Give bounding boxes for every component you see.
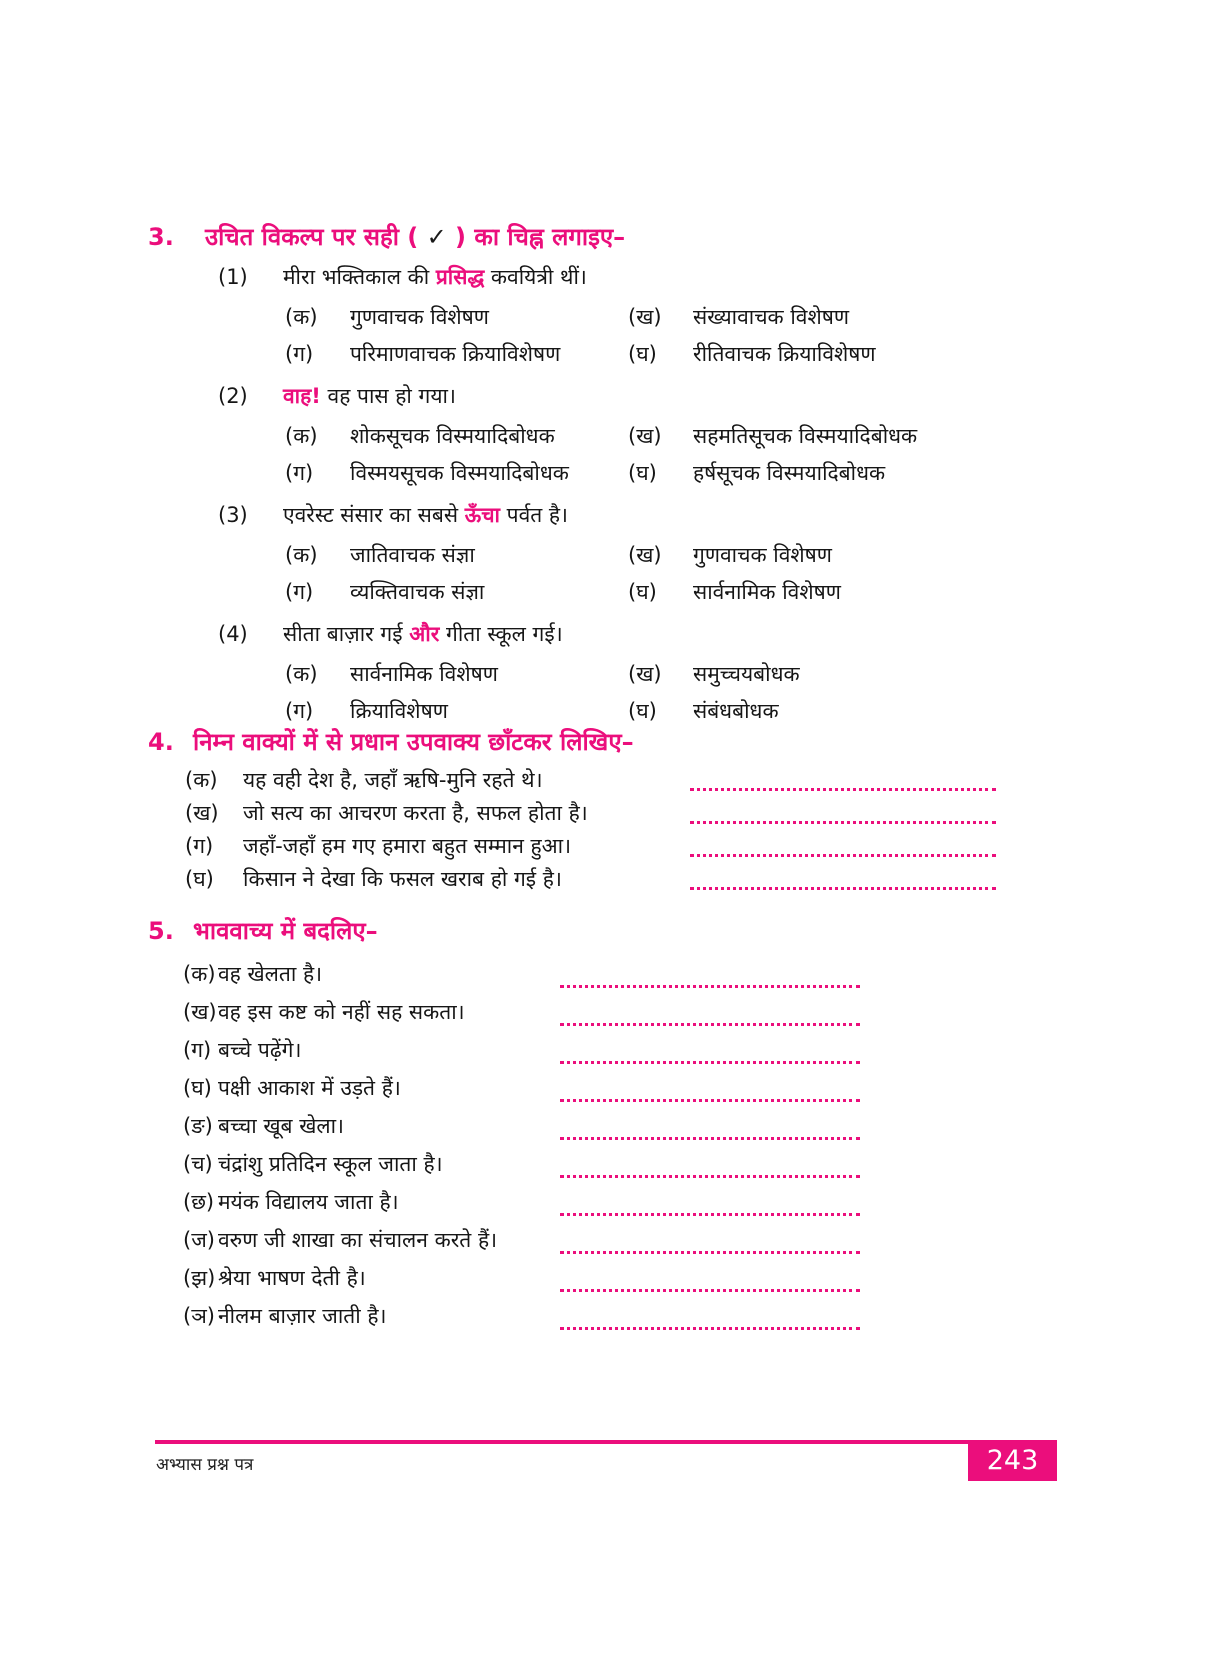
question-4-line	[218, 619, 1108, 660]
item-text: श्रेया भाषण देती है।	[218, 1266, 366, 1290]
option-label: (ख)	[628, 424, 662, 448]
item-label: (ख)	[183, 1000, 217, 1024]
section-5-heading	[148, 916, 1108, 960]
option-text: सहमतिसूचक विस्मयादिबोधक	[693, 424, 918, 448]
item-text: जहाँ-जहाँ हम गए हमारा बहुत सम्मान हुआ।	[243, 834, 572, 858]
option-label: (ग)	[285, 342, 314, 366]
section-5-item-3	[148, 1036, 1108, 1074]
option-label: (क)	[285, 662, 318, 686]
section-3-title-pre: उचित विकल्प पर सही (	[205, 223, 427, 251]
section-4-item-3	[148, 832, 1108, 865]
section-5-item-9	[148, 1264, 1108, 1302]
page-number-badge	[968, 1440, 1057, 1481]
answer-blank	[690, 887, 996, 890]
option-label: (घ)	[628, 461, 657, 485]
question-2-highlight: वाह!	[283, 384, 321, 408]
option-text: समुच्चयबोधक	[693, 662, 800, 686]
item-label: (ग)	[183, 1038, 212, 1062]
checkmark-glyph: ✓	[426, 223, 447, 251]
option-text: रीतिवाचक क्रियाविशेषण	[693, 342, 876, 366]
question-3-text	[283, 500, 568, 541]
option-label: (घ)	[628, 342, 657, 366]
question-1-options-row-1	[148, 303, 1108, 340]
answer-blank	[560, 985, 860, 988]
question-2-text	[283, 381, 456, 422]
item-label: (ग)	[185, 834, 214, 858]
question-3-post: पर्वत है।	[499, 503, 569, 527]
answer-blank	[560, 1023, 860, 1026]
section-4-item-1	[148, 766, 1108, 799]
item-label: (झ)	[183, 1266, 216, 1290]
item-text: चंद्रांशु प्रतिदिन स्कूल जाता है।	[218, 1152, 443, 1176]
answer-blank	[560, 1213, 860, 1216]
item-text: वह इस कष्ट को नहीं सह सकता।	[218, 1000, 465, 1024]
item-text: बच्चा खूब खेला।	[218, 1114, 345, 1138]
question-1-options-row-2	[148, 340, 1108, 377]
option-text: संख्यावाचक विशेषण	[693, 305, 850, 329]
section-4	[148, 727, 1108, 898]
section-4-item-4	[148, 865, 1108, 898]
question-block-3	[148, 500, 1108, 615]
question-1-line	[218, 262, 1108, 303]
option-text: विस्मयसूचक विस्मयादिबोधक	[350, 461, 569, 485]
option-text: शोकसूचक विस्मयादिबोधक	[350, 424, 555, 448]
item-label: (ञ)	[183, 1304, 215, 1328]
answer-blank	[560, 1175, 860, 1178]
option-text: गुणवाचक विशेषण	[350, 305, 489, 329]
item-label: (क)	[185, 768, 218, 792]
option-label: (क)	[285, 305, 318, 329]
question-3-pre: एवरेस्ट संसार का सबसे	[283, 503, 465, 527]
section-3-title	[205, 222, 625, 252]
section-5-item-4	[148, 1074, 1108, 1112]
question-1-pre: मीरा भक्तिकाल की	[283, 265, 436, 289]
question-4-options-row-1	[148, 660, 1108, 697]
section-4-title: निम्न वाक्यों में से प्रधान उपवाक्य छाँटकर लिखिए–	[193, 728, 634, 756]
footer-divider	[155, 1440, 968, 1444]
question-3-line	[218, 500, 1108, 541]
answer-blank	[690, 821, 996, 824]
item-label: (ङ)	[183, 1114, 213, 1138]
option-text: परिमाणवाचक क्रियाविशेषण	[350, 342, 561, 366]
question-2-options-row-1	[148, 422, 1108, 459]
option-label: (ख)	[628, 543, 662, 567]
page-number: 243	[986, 1445, 1039, 1476]
item-label: (क)	[183, 962, 216, 986]
item-label: (च)	[183, 1152, 213, 1176]
option-label: (क)	[285, 543, 318, 567]
item-text: बच्चे पढ़ेंगे।	[218, 1038, 302, 1062]
question-3-number: (3)	[218, 503, 248, 527]
option-text: गुणवाचक विशेषण	[693, 543, 832, 567]
option-label: (ग)	[285, 580, 314, 604]
item-text: वरुण जी शाखा का संचालन करते हैं।	[218, 1228, 498, 1252]
item-label: (ज)	[183, 1228, 215, 1252]
section-3-mcq	[148, 222, 1108, 738]
option-text: जातिवाचक संज्ञा	[350, 543, 475, 567]
section-5-number: 5.	[148, 917, 174, 945]
question-block-1	[148, 262, 1108, 377]
answer-blank	[560, 1099, 860, 1102]
option-text: सार्वनामिक विशेषण	[350, 662, 498, 686]
item-label: (घ)	[185, 867, 214, 891]
option-text: हर्षसूचक विस्मयादिबोधक	[693, 461, 886, 485]
section-3-number: 3.	[148, 223, 174, 251]
option-label: (घ)	[628, 699, 657, 723]
question-2-line	[218, 381, 1108, 422]
option-label: (ख)	[628, 662, 662, 686]
option-text: व्यक्तिवाचक संज्ञा	[350, 580, 485, 604]
section-4-item-2	[148, 799, 1108, 832]
footer-chapter-label: अभ्यास प्रश्न पत्र	[156, 1455, 254, 1475]
section-4-number: 4.	[148, 728, 174, 756]
answer-blank	[560, 1327, 860, 1330]
option-label: (ग)	[285, 699, 314, 723]
section-5-item-1	[148, 960, 1108, 998]
item-label: (छ)	[183, 1190, 215, 1214]
answer-blank	[560, 1289, 860, 1292]
answer-blank	[560, 1251, 860, 1254]
item-text: पक्षी आकाश में उड़ते हैं।	[218, 1076, 401, 1100]
section-4-heading	[148, 727, 1108, 766]
question-1-number: (1)	[218, 265, 248, 289]
section-3-heading	[148, 222, 1108, 262]
question-2-options-row-2	[148, 459, 1108, 496]
option-text: संबंधबोधक	[693, 699, 779, 723]
section-3-title-post: ) का चिह्न लगाइए–	[446, 223, 626, 251]
item-label: (ख)	[185, 801, 219, 825]
section-5-item-8	[148, 1226, 1108, 1264]
item-text: नीलम बाज़ार जाती है।	[218, 1304, 387, 1328]
answer-blank	[690, 854, 996, 857]
option-label: (ख)	[628, 305, 662, 329]
question-4-highlight: और	[409, 622, 440, 646]
question-1-highlight: प्रसिद्ध	[435, 265, 485, 289]
question-block-4	[148, 619, 1108, 734]
question-1-post: कवयित्री थीं।	[484, 265, 587, 289]
section-5-item-2	[148, 998, 1108, 1036]
question-3-options-row-2	[148, 578, 1108, 615]
item-text: वह खेलता है।	[218, 962, 323, 986]
question-3-options-row-1	[148, 541, 1108, 578]
question-3-highlight: ऊँचा	[464, 503, 500, 527]
question-4-number: (4)	[218, 622, 248, 646]
section-5	[148, 916, 1108, 1340]
question-1-text	[283, 262, 587, 303]
answer-blank	[560, 1061, 860, 1064]
answer-blank	[690, 788, 996, 791]
option-text: सार्वनामिक विशेषण	[693, 580, 841, 604]
option-label: (घ)	[628, 580, 657, 604]
item-text: किसान ने देखा कि फसल खराब हो गई है।	[243, 867, 562, 891]
question-4-pre: सीता बाज़ार गई	[283, 622, 410, 646]
section-5-title: भाववाच्य में बदलिए–	[193, 917, 378, 945]
section-5-item-6	[148, 1150, 1108, 1188]
item-text: यह वही देश है, जहाँ ऋषि-मुनि रहते थे।	[243, 768, 543, 792]
option-text: क्रियाविशेषण	[350, 699, 448, 723]
question-4-text	[283, 619, 563, 660]
question-2-number: (2)	[218, 384, 248, 408]
question-2-post: वह पास हो गया।	[320, 384, 456, 408]
section-5-item-10	[148, 1302, 1108, 1340]
section-5-item-7	[148, 1188, 1108, 1226]
option-label: (क)	[285, 424, 318, 448]
item-text: मयंक विद्यालय जाता है।	[218, 1190, 399, 1214]
item-text: जो सत्य का आचरण करता है, सफल होता है।	[243, 801, 588, 825]
answer-blank	[560, 1137, 860, 1140]
question-4-post: गीता स्कूल गई।	[439, 622, 563, 646]
item-label: (घ)	[183, 1076, 212, 1100]
section-5-item-5	[148, 1112, 1108, 1150]
option-label: (ग)	[285, 461, 314, 485]
question-block-2	[148, 381, 1108, 496]
